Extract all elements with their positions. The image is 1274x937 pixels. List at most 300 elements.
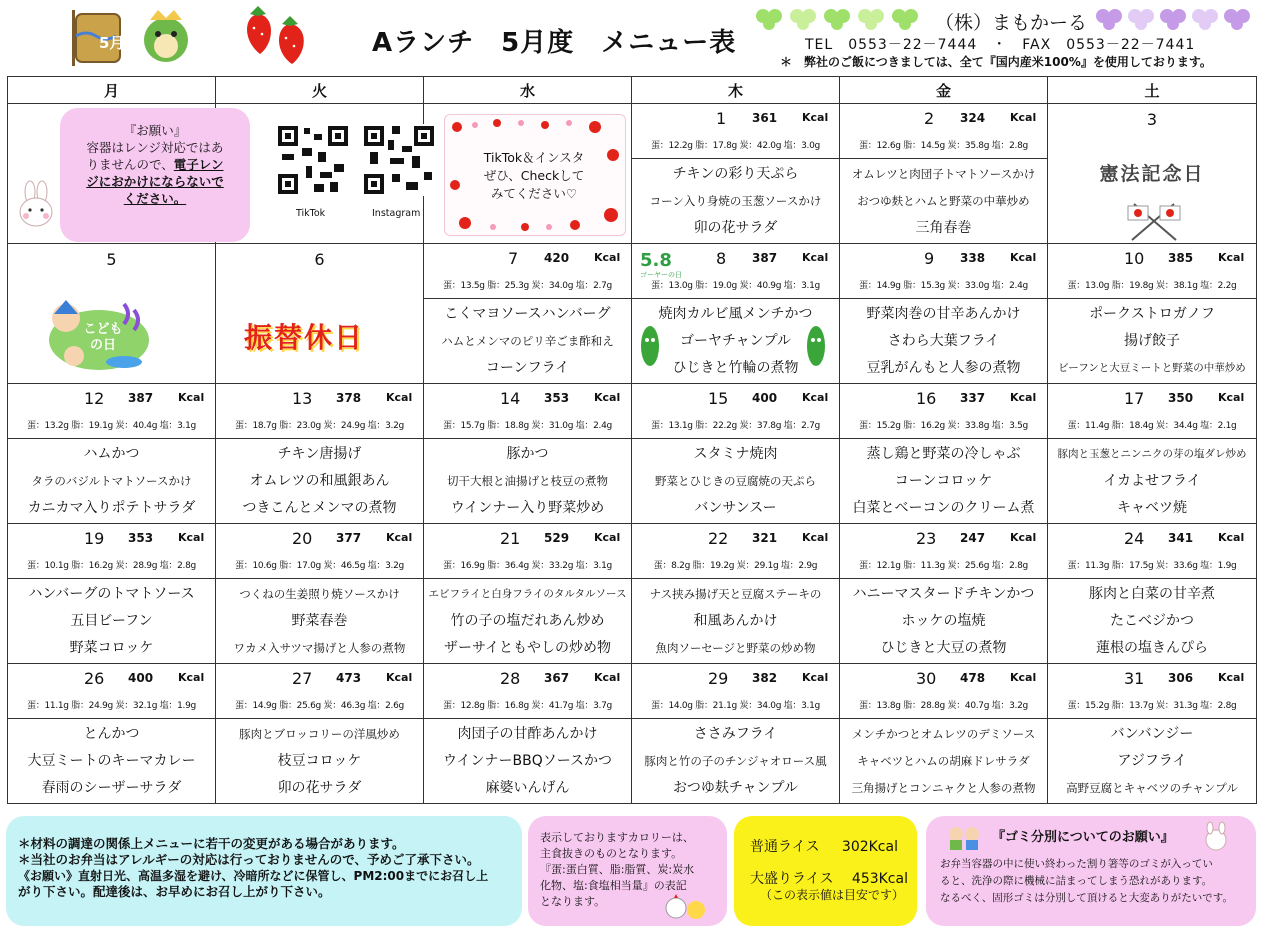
menu-item: 野菜肉巻の甘辛あんかけ: [866, 305, 1021, 322]
note-line-4: がり下さい。配達後は、お早めにお召し上がり下さい。: [18, 884, 331, 899]
menu-item: 豚肉とブロッコリーの洋風炒め: [239, 726, 400, 741]
day-cell-head: [840, 384, 1048, 439]
calorie-unit: Kcal: [1218, 531, 1245, 544]
menu-item: 三角春巻: [915, 219, 972, 236]
nutrition-facts: 蛋：13.5g 脂：25.3g 炭：34.0g 塩：2.7g: [443, 281, 612, 291]
request-line-1: 容器はレンジ対応ではあ: [86, 140, 224, 155]
rice-large-label: 大盛りライス: [750, 871, 834, 887]
request-title: 『お願い』: [123, 123, 187, 138]
menu-item: 竹の子の塩だれあん炒め: [450, 612, 605, 629]
day-cell-head: [424, 524, 632, 579]
menu-item: アジフライ: [1117, 752, 1187, 769]
day-number: 1: [716, 109, 727, 128]
day-number: 27: [292, 669, 313, 688]
contact-info: TEL 0553－22－7444 ・ FAX 0553－22－7441: [805, 37, 1196, 53]
notes-box: [6, 816, 522, 926]
nutrition-facts: 蛋：18.7g 脂：23.0g 炭：24.9g 塩：3.2g: [235, 421, 404, 431]
calorie-unit: Kcal: [802, 251, 829, 264]
calorie-value: 400: [752, 391, 778, 405]
day-cell-body: [216, 579, 424, 664]
menu-item: 麻婆いんげん: [485, 779, 570, 796]
menu-item-list: [632, 161, 839, 242]
calorie-unit: Kcal: [594, 531, 621, 544]
menu-item: ビーフンと大豆ミートと野菜の中華炒め: [1058, 361, 1246, 374]
day-header-16: [840, 384, 1047, 414]
menu-item: 枝豆コロッケ: [277, 752, 362, 769]
day-cell-head: [632, 104, 840, 159]
menu-item: メンチかつとオムレツのデミソース: [851, 726, 1036, 741]
day-cell-body: [1048, 439, 1257, 524]
day-cell-head: [632, 664, 840, 719]
menu-item-list: [1048, 581, 1256, 662]
menu-item: チキンの彩り天ぷら: [672, 165, 799, 182]
nutrition-facts: 蛋：11.3g 脂：17.5g 炭：33.6g 塩：1.9g: [1067, 561, 1237, 571]
menu-item: 切干大根と油揚げと枝豆の煮物: [447, 473, 608, 488]
calorie-value: 420: [544, 251, 570, 265]
menu-item: 大豆ミートのキーマカレー: [27, 752, 196, 769]
day-cell-head: [840, 664, 1048, 719]
calorie-unit: Kcal: [178, 531, 205, 544]
day-cell-head: [8, 384, 216, 439]
day-number: 16: [916, 389, 937, 408]
day-header-wed: 水: [424, 77, 632, 104]
calorie-note-4: 化物、塩:食塩相当量』の表記: [540, 879, 687, 892]
menu-item: 蓮根の塩きんぴら: [1096, 639, 1208, 656]
day-header-7: [424, 244, 631, 274]
menu-item: チキン唐揚げ: [277, 445, 362, 462]
holiday-label: 憲法記念日: [1099, 163, 1205, 185]
calorie-unit: Kcal: [1218, 251, 1245, 264]
day-header-24: [1048, 524, 1256, 554]
request-line-2: りませんので、: [86, 157, 174, 172]
day-cell-head: [1048, 244, 1257, 299]
rice-normal-kcal: 302Kcal: [841, 839, 898, 855]
day-header-21: [424, 524, 631, 554]
nutrition-facts: 蛋：14.9g 脂：15.3g 炭：33.0g 塩：2.4g: [859, 281, 1028, 291]
menu-item: キャベツとハムの胡麻ドレサラダ: [857, 753, 1030, 768]
menu-item-list: [632, 441, 839, 522]
calorie-unit: Kcal: [1218, 671, 1245, 684]
menu-item: タラのバジルトマトソースかけ: [31, 473, 192, 488]
menu-item: つくねの生姜照り焼ソースかけ: [239, 586, 400, 601]
day-number: 13: [292, 389, 313, 408]
menu-item: ささみフライ: [693, 725, 778, 742]
nutrition-facts: 蛋：11.4g 脂：18.4g 炭：34.4g 塩：2.1g: [1067, 421, 1237, 431]
day-number: 28: [500, 669, 521, 688]
day-cell-head: [840, 524, 1048, 579]
nutrition-facts: 蛋：14.9g 脂：25.6g 炭：46.3g 塩：2.6g: [235, 701, 404, 711]
request-cell: [8, 104, 224, 244]
day-number: 12: [84, 389, 105, 408]
garbage-title: 『ゴミ分別についてのお願い』: [992, 830, 1174, 845]
calorie-value: 353: [544, 391, 570, 405]
menu-item: ひじきと竹輪の煮物: [672, 359, 799, 376]
rice-normal-label: 普通ライス: [750, 839, 820, 855]
calorie-note-5: となります。: [540, 895, 606, 908]
calorie-unit: Kcal: [386, 531, 413, 544]
menu-item-list: [8, 721, 215, 802]
promo-line-3: みてください♡: [490, 186, 578, 201]
menu-item: イカよせフライ: [1103, 472, 1201, 489]
menu-item-list: [632, 721, 839, 802]
menu-item: キャベツ焼: [1117, 499, 1187, 516]
menu-item: ハムかつ: [83, 445, 140, 462]
menu-item-list: [1048, 721, 1256, 802]
day-cell-body: [424, 299, 632, 384]
day-header-mon: 月: [8, 77, 216, 104]
day-header-12: [8, 384, 215, 414]
menu-item-list: [1048, 441, 1256, 522]
garbage-line-3: なるべく、固形ゴミは分別して頂けると大変ありがたいです。: [940, 892, 1233, 904]
tiktok-qr-code[interactable]: [276, 124, 350, 200]
menu-item-list: [8, 581, 215, 662]
menu-item: ホッケの塩焼: [901, 612, 986, 629]
menu-item: とんかつ: [83, 725, 140, 742]
substitute-holiday-label: 振替休日: [244, 321, 365, 354]
menu-item: 五目ビーフン: [70, 612, 153, 629]
calorie-note-1: 表示しておりますカロリーは、: [540, 831, 694, 844]
day-cell-body: [1048, 719, 1257, 804]
calorie-note-3: 『蛋:蛋白質、脂:脂質、炭:炭水: [540, 863, 695, 876]
rabbit-illustration: [14, 180, 58, 234]
nutrition-facts: 蛋：12.8g 脂：16.8g 炭：41.7g 塩：3.7g: [443, 701, 612, 711]
menu-item: スタミナ焼肉: [693, 445, 778, 462]
menu-item: 魚肉ソーセージと野菜の炒め物: [655, 640, 816, 655]
day-cell-head: [8, 664, 216, 719]
menu-item: カニカマ入りポテトサラダ: [27, 499, 196, 516]
calorie-value: 473: [336, 671, 362, 685]
day-header-22: [632, 524, 839, 554]
childrens-day-label: こどもの日: [83, 322, 123, 353]
day-number: 6: [314, 250, 325, 269]
menu-item: おつゆ麸とハムと野菜の中華炒め: [857, 193, 1030, 208]
children-illustration: [944, 824, 984, 854]
menu-item: コーンコロッケ: [894, 472, 993, 489]
day-header-27: [216, 664, 423, 694]
menu-calendar-table: [7, 76, 1257, 804]
calorie-value: 367: [544, 671, 570, 685]
menu-item-list: [216, 581, 423, 662]
calorie-unit: Kcal: [1010, 671, 1037, 684]
menu-item: ワカメ入サツマ揚げと人参の煮物: [233, 640, 406, 655]
calorie-unit: Kcal: [594, 391, 621, 404]
day-header-19: [8, 524, 215, 554]
menu-item-list: [632, 581, 839, 662]
day-number: 17: [1124, 389, 1145, 408]
note-line-2: ＊当社のお弁当はアレルギーの対応は行っておりませんので、予めご了承下さい。: [18, 852, 480, 867]
calorie-value: 306: [1168, 671, 1194, 685]
day-cell-head: [216, 664, 424, 719]
day-number: 10: [1124, 249, 1145, 268]
day-number: 19: [84, 529, 105, 548]
menu-item: 春雨のシーザーサラダ: [41, 779, 182, 796]
menu-item: 豚肉と竹の子のチンジャオロース風: [644, 753, 827, 768]
goya-day-mark: 5.8: [640, 250, 672, 271]
menu-item: つきこんとメンマの煮物: [242, 499, 397, 516]
strawberry-illustration: [240, 2, 314, 72]
sns-promo-cell: [424, 104, 632, 244]
menu-item: こくマヨソースハンバーグ: [444, 305, 611, 322]
day-header-tue: 火: [216, 77, 424, 104]
menu-item: 蒸し鶏と野菜の冷しゃぶ: [866, 445, 1021, 462]
calorie-value: 378: [336, 391, 362, 405]
menu-item: たこベジかつ: [1110, 612, 1194, 629]
menu-item: 野菜春巻: [291, 612, 348, 629]
day-number: 5: [106, 250, 117, 269]
promo-line-1: TikTok＆インスタ: [483, 150, 585, 165]
menu-item: 豚肉と白菜の甘辛煮: [1089, 585, 1215, 602]
nutrition-facts: 蛋：13.0g 脂：19.8g 炭：38.1g 塩：2.2g: [1067, 281, 1237, 291]
green-clover-decoration: [755, 6, 925, 36]
day-cell-head: [216, 524, 424, 579]
menu-item: エビフライと白身フライのタルタルソース: [428, 587, 627, 600]
company-name: （株）まもかーる: [935, 12, 1088, 34]
goya-left-icon: [638, 322, 662, 372]
nutrition-facts: 蛋：15.7g 脂：18.8g 炭：31.0g 塩：2.4g: [443, 421, 612, 431]
menu-item: オムレツの和風銀あん: [249, 472, 390, 489]
menu-item: 野菜コロッケ: [69, 639, 154, 656]
day-cell-head: [8, 524, 216, 579]
menu-item: ひじきと大豆の煮物: [880, 639, 1007, 656]
calorie-value: 387: [752, 251, 778, 265]
nutrition-facts: 蛋：14.0g 脂：21.1g 炭：34.0g 塩：3.1g: [651, 701, 820, 711]
nutrition-facts: 蛋：13.0g 脂：19.0g 炭：40.9g 塩：3.1g: [651, 281, 820, 291]
day-header-thu: 木: [632, 77, 840, 104]
day-header-14: [424, 384, 631, 414]
day-number: 21: [500, 529, 521, 548]
day-cell-body: [1048, 579, 1257, 664]
day-number: 23: [916, 529, 937, 548]
menu-item-list: [216, 721, 423, 802]
calorie-value: 377: [336, 531, 362, 545]
day-header-17: [1048, 384, 1256, 414]
calorie-value: 350: [1168, 391, 1194, 405]
calorie-unit: Kcal: [178, 671, 205, 684]
menu-item: ゴーヤチャンプル: [679, 332, 792, 349]
menu-item: ナス挟み揚げ天と豆腐ステーキの: [649, 586, 822, 601]
menu-item: 豆乳がんもと人参の煮物: [866, 359, 1021, 376]
menu-item: 焼肉カルビ風メンチかつ: [658, 305, 813, 322]
day-number: 15: [708, 389, 729, 408]
calorie-unit: Kcal: [802, 671, 829, 684]
calorie-value: 382: [752, 671, 778, 685]
calorie-unit: Kcal: [1010, 531, 1037, 544]
nutrition-facts: 蛋：12.2g 脂：17.8g 炭：42.0g 塩：3.0g: [651, 141, 820, 151]
menu-item-list: [424, 721, 631, 802]
may-badge-label: 5月: [99, 34, 125, 52]
day-number: 22: [708, 529, 729, 548]
calorie-unit: Kcal: [594, 671, 621, 684]
day-cell-head: [840, 244, 1048, 299]
menu-item-list: [840, 441, 1047, 522]
nutrition-facts: 蛋：8.2g 脂：19.2g 炭：29.1g 塩：2.9g: [653, 561, 818, 571]
menu-item: バンバンジー: [1110, 725, 1194, 742]
request-underline-2: ジにおかけにならないで: [86, 174, 224, 189]
nutrition-facts: 蛋：16.9g 脂：36.4g 炭：33.2g 塩：3.1g: [443, 561, 612, 571]
calorie-value: 341: [1168, 531, 1194, 545]
day-cell-body: [216, 439, 424, 524]
menu-item: バンサンスー: [694, 499, 777, 516]
menu-item: ウインナーBBQソースかつ: [442, 752, 613, 769]
day-cell-head: [216, 384, 424, 439]
day-cell-body: [8, 579, 216, 664]
day-cell-6-holiday: [216, 244, 424, 384]
garbage-line-1: お弁当容器の中に使い終わった割り箸等のゴミが入ってい: [940, 858, 1213, 870]
note-line-1: ＊材料の調達の関係上メニューに若干の変更がある場合があります。: [18, 836, 405, 851]
calorie-note-2: 主食抜きのものとなります。: [540, 847, 683, 860]
day-cell-head: [632, 384, 840, 439]
day-cell-body: [632, 719, 840, 804]
day-cell-head: [424, 664, 632, 719]
day-header-23: [840, 524, 1047, 554]
menu-item: ハムとメンマのピリ辛ごま酢和え: [441, 333, 614, 348]
day-cell-3-holiday: [1048, 104, 1257, 244]
day-header-26: [8, 664, 215, 694]
nutrition-facts: 蛋：13.2g 脂：19.1g 炭：40.4g 塩：3.1g: [27, 421, 196, 431]
calorie-value: 478: [960, 671, 986, 685]
qr-code-cell: [216, 104, 424, 244]
goya-right-icon: [804, 322, 828, 372]
day-number: 31: [1124, 669, 1145, 688]
nutrition-facts: 蛋：13.1g 脂：22.2g 炭：37.8g 塩：2.7g: [651, 421, 820, 431]
purple-clover-decoration: [1095, 6, 1255, 36]
day-cell-body: [840, 159, 1048, 244]
calorie-value: 400: [128, 671, 154, 685]
day-cell-head: [840, 104, 1048, 159]
nutrition-facts: 蛋：13.8g 脂：28.8g 炭：40.7g 塩：3.2g: [859, 701, 1028, 711]
tiktok-label: TikTok: [296, 208, 326, 219]
day-cell-head: [1048, 664, 1257, 719]
menu-item: コーン入り身焼の玉葱ソースかけ: [649, 193, 822, 208]
day-number: 8: [716, 249, 727, 268]
day-cell-body: [632, 439, 840, 524]
sns-promo-frame: [444, 114, 626, 236]
menu-item: コーンフライ: [485, 359, 570, 376]
calorie-unit: Kcal: [386, 671, 413, 684]
menu-item: 豚かつ: [506, 445, 549, 462]
day-header-2: [840, 104, 1047, 134]
day-number: 9: [924, 249, 935, 268]
menu-item-list: [424, 301, 631, 382]
menu-item: 野菜とひじきの豆腐焼の天ぷら: [655, 473, 816, 488]
calorie-unit: Kcal: [802, 111, 829, 124]
garbage-request-box: [926, 816, 1256, 926]
day-cell-body: [8, 439, 216, 524]
calorie-unit: Kcal: [594, 251, 621, 264]
day-header-13: [216, 384, 423, 414]
day-header-29: [632, 664, 839, 694]
menu-item: 高野豆腐とキャベツのチャンプル: [1066, 780, 1238, 795]
day-cell-head: [1048, 384, 1257, 439]
calorie-value: 385: [1168, 251, 1194, 265]
menu-item: 卯の花サラダ: [693, 219, 778, 236]
menu-item: 卯の花サラダ: [277, 779, 362, 796]
menu-item: ハニーマスタードチキンかつ: [852, 585, 1035, 602]
rice-large-kcal: 453Kcal: [851, 871, 908, 887]
calorie-value: 361: [752, 111, 778, 125]
nutrition-facts: 蛋：12.6g 脂：14.5g 炭：35.8g 塩：2.8g: [859, 141, 1028, 151]
calorie-unit: Kcal: [178, 391, 205, 404]
day-number: 26: [84, 669, 105, 688]
calorie-value: 324: [960, 111, 986, 125]
calorie-unit: Kcal: [386, 391, 413, 404]
day-cell-5-holiday: [8, 244, 216, 384]
calorie-unit: Kcal: [802, 391, 829, 404]
chick-illustration: [664, 894, 708, 926]
day-cell-body: [424, 719, 632, 804]
day-cell-head: [424, 244, 632, 299]
day-cell-body: [632, 159, 840, 244]
menu-item: 白菜とベーコンのクリーム煮: [852, 499, 1035, 516]
day-cell-body: [424, 579, 632, 664]
calorie-value: 247: [960, 531, 986, 545]
day-cell-body: [632, 579, 840, 664]
mascot-illustration: [1196, 822, 1236, 856]
calorie-value: 353: [128, 531, 154, 545]
menu-item-list: [216, 441, 423, 522]
day-header-sat: 土: [1048, 77, 1257, 104]
rice-calorie-box: [734, 816, 917, 926]
day-cell-body: [8, 719, 216, 804]
rice-note: ＊ 弊社のご飯につきましては、全て『国内産米100%』を使用しております。: [780, 55, 1212, 69]
calorie-value: 338: [960, 251, 986, 265]
day-number: 14: [500, 389, 521, 408]
nutrition-facts: 蛋：11.1g 脂：24.9g 炭：32.1g 塩：1.9g: [27, 701, 196, 711]
menu-item-list: [840, 301, 1047, 382]
nutrition-facts: 蛋：15.2g 脂：13.7g 炭：31.3g 塩：2.8g: [1067, 701, 1237, 711]
calorie-unit: Kcal: [1010, 391, 1037, 404]
day-cell-body: [840, 299, 1048, 384]
menu-item: 三角揚げとコンニャクと人参の煮物: [851, 780, 1036, 795]
menu-item: おつゆ麸チャンプル: [673, 779, 798, 796]
day-number: 29: [708, 669, 729, 688]
menu-item: 揚げ餃子: [1124, 332, 1180, 349]
day-cell-body: [216, 719, 424, 804]
menu-item: ザーサイともやしの炒め物: [443, 639, 612, 656]
menu-item: オムレツと肉団子トマトソースかけ: [851, 166, 1036, 181]
garbage-line-2: ると、洗浄の際に機械に詰まってしまう恐れがあります。: [940, 875, 1213, 887]
day-number: 20: [292, 529, 313, 548]
calorie-value: 321: [752, 531, 778, 545]
calorie-value: 387: [128, 391, 154, 405]
day-number: 3: [1146, 110, 1158, 129]
day-header-1: [632, 104, 839, 134]
menu-item-list: [424, 581, 631, 662]
note-line-3: 《お願い》直射日光、高温多湿を避け、冷暗所などに保管し、PM2:00までにお召し上: [18, 869, 489, 883]
day-header-10: [1048, 244, 1256, 274]
day-header-9: [840, 244, 1047, 274]
day-number: 7: [508, 249, 519, 268]
nutrition-facts: 蛋：10.6g 脂：17.0g 炭：46.5g 塩：3.2g: [235, 561, 404, 571]
rice-note: （この表示値は目安です）: [760, 888, 905, 902]
menu-item-list: [1048, 301, 1256, 382]
nutrition-facts: 蛋：12.1g 脂：11.3g 炭：25.6g 塩：2.8g: [859, 561, 1028, 571]
day-header-20: [216, 524, 423, 554]
page-title: Aランチ 5月度 メニュー表: [372, 28, 737, 58]
day-header-fri: 金: [840, 77, 1048, 104]
calorie-unit: Kcal: [802, 531, 829, 544]
instagram-label: Instagram: [372, 208, 421, 219]
menu-item-list: [840, 581, 1047, 662]
day-cell-body: [840, 579, 1048, 664]
request-underline-1: 電子レン: [173, 157, 224, 172]
calorie-note-box: [528, 816, 727, 926]
calorie-value: 337: [960, 391, 986, 405]
day-header-31: [1048, 664, 1256, 694]
menu-item-list: [8, 441, 215, 522]
menu-item: さわら大葉フライ: [887, 332, 1000, 349]
nutrition-facts: 蛋：10.1g 脂：16.2g 炭：28.9g 塩：2.8g: [27, 561, 196, 571]
